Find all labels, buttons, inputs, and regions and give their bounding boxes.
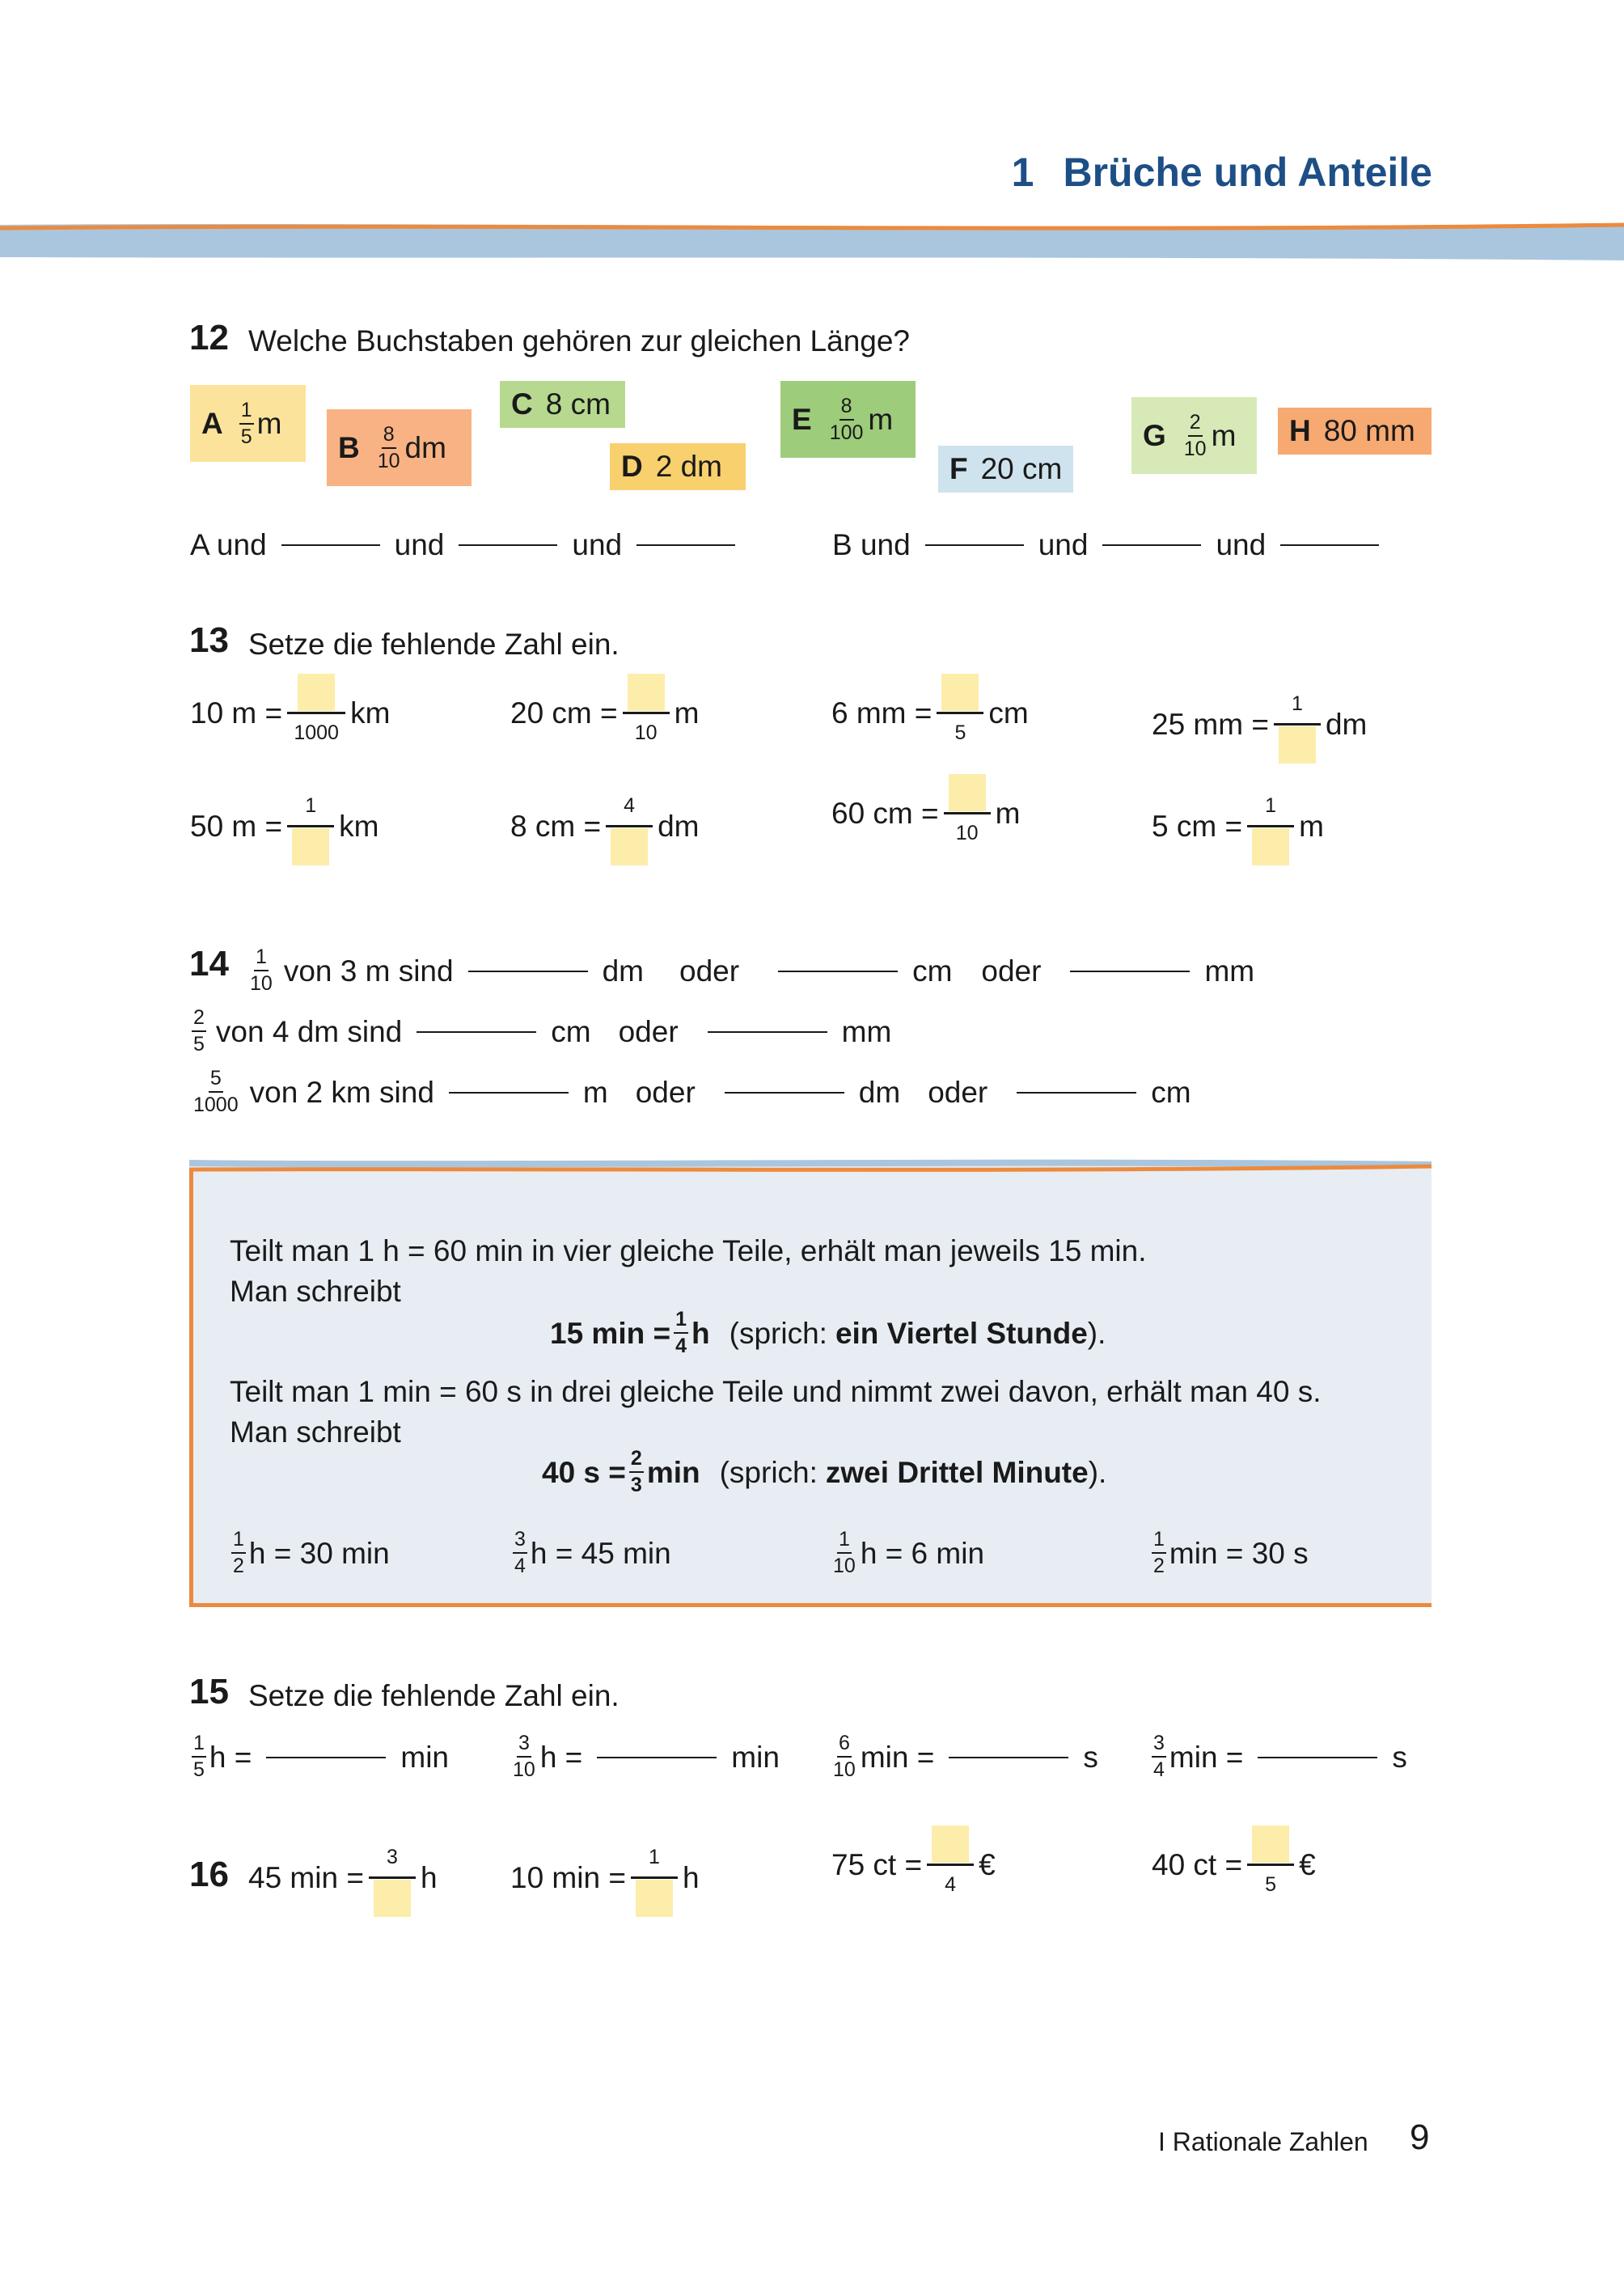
fraction-denominator: 4 xyxy=(945,1873,957,1896)
und-label: und xyxy=(572,528,623,561)
unit-label: km xyxy=(339,809,379,843)
answer-start: A und xyxy=(190,528,267,561)
fraction-denominator: 5 xyxy=(1265,1873,1277,1896)
card-value: 80 mm xyxy=(1323,414,1415,447)
exercise-12-prompt: Welche Buchstaben gehören zur gleichen Länge? xyxy=(248,324,911,357)
ex13-item xyxy=(1152,786,1324,866)
answer-box[interactable] xyxy=(628,674,665,711)
unit-label: s xyxy=(1392,1740,1407,1774)
info-box-top-border xyxy=(189,1158,1432,1178)
exercise-12-number: 12 xyxy=(189,318,229,357)
speak-suffix: ). xyxy=(1088,1455,1107,1489)
equation-left: 20 cm = xyxy=(510,696,618,730)
answer-blank[interactable] xyxy=(925,544,1024,546)
line-text: von 4 dm sind xyxy=(215,1014,403,1048)
oder-label: oder xyxy=(635,1075,696,1109)
fraction-denominator: 4 xyxy=(675,1335,687,1357)
unit-label: dm xyxy=(658,809,700,843)
card-B xyxy=(327,409,472,486)
card-letter: C xyxy=(511,387,533,421)
fraction-denominator: 5 xyxy=(193,1758,205,1781)
card-unit: dm xyxy=(404,430,446,464)
unit-label: h xyxy=(682,1860,700,1894)
card-F xyxy=(938,446,1073,493)
ex16-item xyxy=(510,1838,700,1918)
unit-label: € xyxy=(1299,1847,1316,1881)
unit-label: m xyxy=(1299,809,1324,843)
fraction-numerator: 8 xyxy=(382,425,396,449)
ex15-item xyxy=(508,1732,780,1781)
card-letter: F xyxy=(949,452,968,485)
ex13-item xyxy=(190,673,390,753)
answer-blank[interactable] xyxy=(949,1756,1068,1758)
info-paragraph-2: Teilt man 1 min = 60 s in drei gleiche Teile und nimmt zwei davon, erhält man 40 s. xyxy=(230,1375,1322,1408)
answer-blank[interactable] xyxy=(1102,544,1201,546)
answer-blank[interactable] xyxy=(636,544,735,546)
fraction-denominator: 2 xyxy=(233,1555,244,1577)
unit-label: dm xyxy=(1325,707,1368,741)
unit-label: m xyxy=(582,1075,608,1109)
info-formula-2 xyxy=(542,1448,1106,1496)
fraction-numerator: 4 xyxy=(624,793,636,817)
card-G xyxy=(1131,397,1257,474)
fraction-numerator: 2 xyxy=(192,1008,206,1032)
answer-box[interactable] xyxy=(941,674,979,711)
card-letter: D xyxy=(621,450,643,483)
fraction-denominator: 10 xyxy=(1183,437,1207,460)
card-unit: m xyxy=(1211,418,1237,452)
fraction-numerator: 1 xyxy=(649,1845,660,1868)
fraction-denominator: 2 xyxy=(1153,1555,1165,1577)
fraction-numerator: 6 xyxy=(837,1733,852,1758)
fraction-denominator: 4 xyxy=(1153,1758,1165,1781)
ex13-item xyxy=(1152,684,1367,764)
answer-blank[interactable] xyxy=(1280,544,1379,546)
card-D xyxy=(610,443,746,490)
answer-blank[interactable] xyxy=(417,1030,536,1033)
ex14-line-3 xyxy=(188,1068,1191,1116)
card-unit: m xyxy=(256,406,282,440)
unit-label: m xyxy=(674,696,700,730)
exercise-16-number: 16 xyxy=(189,1855,229,1894)
und-label: und xyxy=(1038,528,1089,561)
info-formula-1 xyxy=(550,1309,1106,1357)
card-C xyxy=(500,381,625,428)
unit-label: mm xyxy=(1204,954,1255,988)
card-value: 2 dm xyxy=(655,450,722,483)
footer-section: I Rationale Zahlen xyxy=(1158,2127,1368,2156)
fraction-numerator: 3 xyxy=(387,1845,398,1868)
fraction-numerator: 2 xyxy=(1188,412,1203,437)
unit-label: cm xyxy=(1151,1075,1191,1109)
fraction-denominator: 1000 xyxy=(294,721,339,744)
unit-label: km xyxy=(350,696,391,730)
answer-blank[interactable] xyxy=(266,1756,386,1758)
unit-label: min xyxy=(400,1740,449,1774)
fraction-numerator: 1 xyxy=(1292,692,1303,715)
answer-box[interactable] xyxy=(611,828,648,865)
equation-left: 5 cm = xyxy=(1152,809,1243,843)
card-A xyxy=(190,385,306,462)
unit-label: cm xyxy=(988,696,1029,730)
oder-label: oder xyxy=(981,954,1042,988)
unit-label: min xyxy=(731,1740,780,1774)
equation-left: 50 m = xyxy=(190,809,283,843)
equation-left: h = xyxy=(539,1740,583,1774)
answer-box[interactable] xyxy=(1279,726,1316,764)
info-paragraph-1b: Man schreibt xyxy=(230,1275,401,1308)
equation-left: 60 cm = xyxy=(831,796,939,830)
fraction-denominator: 10 xyxy=(833,1758,856,1781)
fraction-numerator: 1 xyxy=(254,947,269,971)
speak-prefix: (sprich: xyxy=(729,1316,827,1350)
info-example xyxy=(510,1529,671,1577)
unit-label: cm xyxy=(912,954,953,988)
speak-bold: ein Viertel Stunde xyxy=(835,1316,1088,1350)
ex16-item xyxy=(831,1825,996,1905)
info-paragraph-1: Teilt man 1 h = 60 min in vier gleiche Teile, erhält man jeweils 15 min. xyxy=(230,1234,1147,1267)
answer-box[interactable] xyxy=(1252,828,1289,865)
answer-blank[interactable] xyxy=(708,1030,827,1033)
formula-unit: min xyxy=(646,1455,700,1489)
unit-label: € xyxy=(979,1847,996,1881)
unit-label: m xyxy=(995,796,1021,830)
info-example xyxy=(1148,1529,1309,1577)
answer-blank[interactable] xyxy=(449,1091,569,1094)
answer-blank[interactable] xyxy=(1258,1756,1377,1758)
ex14-line-1 xyxy=(245,946,1254,995)
header-band xyxy=(0,218,1624,260)
answer-blank[interactable] xyxy=(1070,970,1190,972)
answer-box[interactable] xyxy=(949,774,986,811)
ex13-item xyxy=(831,673,1029,753)
card-letter: G xyxy=(1143,418,1166,452)
answer-blank[interactable] xyxy=(468,970,588,972)
fraction-numerator: 8 xyxy=(839,396,854,421)
und-label: und xyxy=(394,528,445,561)
answer-box[interactable] xyxy=(298,674,335,711)
page-number: 9 xyxy=(1410,2117,1430,2157)
speak-suffix: ). xyxy=(1087,1316,1106,1350)
card-letter: B xyxy=(338,430,360,464)
ex13-item xyxy=(510,786,699,866)
unit-label: cm xyxy=(551,1014,591,1048)
equation-left: 75 ct = xyxy=(831,1847,923,1881)
ex13-item xyxy=(190,786,379,866)
fraction-denominator: 10 xyxy=(634,721,658,744)
fraction-numerator: 1 xyxy=(1152,1529,1166,1554)
unit-label: mm xyxy=(841,1014,892,1048)
equation-left: 6 mm = xyxy=(831,696,933,730)
answer-blank[interactable] xyxy=(778,970,898,972)
fraction-denominator: 4 xyxy=(514,1555,526,1577)
equation-left: 10 m = xyxy=(190,696,283,730)
oder-label: oder xyxy=(928,1075,988,1109)
unit-label: dm xyxy=(602,954,644,988)
fraction-numerator: 2 xyxy=(629,1449,644,1473)
equation-left: 10 min = xyxy=(510,1860,626,1894)
fraction-denominator: 1000 xyxy=(193,1094,239,1116)
equation-left: 40 ct = xyxy=(1152,1847,1243,1881)
und-label: und xyxy=(1216,528,1267,561)
equation-left: 8 cm = xyxy=(510,809,602,843)
ex15-item xyxy=(188,1732,449,1781)
answer-box[interactable] xyxy=(292,828,329,865)
fraction-denominator: 10 xyxy=(377,449,400,472)
unit-label: s xyxy=(1083,1740,1098,1774)
info-example xyxy=(228,1529,390,1577)
speak-bold: zwei Drittel Minute xyxy=(825,1455,1089,1489)
example-text: h = 30 min xyxy=(248,1536,390,1570)
answer-blank[interactable] xyxy=(459,544,557,546)
info-box-bottom-border xyxy=(189,1603,1432,1607)
card-letter: A xyxy=(201,406,223,440)
answer-box[interactable] xyxy=(636,1880,673,1917)
info-example xyxy=(828,1529,984,1577)
equation-left: min = xyxy=(860,1740,935,1774)
fraction-denominator: 3 xyxy=(630,1474,642,1496)
answer-box[interactable] xyxy=(932,1826,969,1863)
fraction-numerator: 1 xyxy=(1265,793,1277,817)
card-value: 8 cm xyxy=(545,387,611,421)
oder-label: oder xyxy=(679,954,740,988)
exercise-15-prompt: Setze die fehlende Zahl ein. xyxy=(248,1679,620,1712)
equation-left: 45 min = xyxy=(248,1860,364,1894)
fraction-numerator: 3 xyxy=(517,1733,531,1758)
formula-left: 15 min = xyxy=(550,1316,671,1350)
equation-left: 25 mm = xyxy=(1152,707,1269,741)
ex15-item xyxy=(1148,1732,1407,1781)
answer-blank[interactable] xyxy=(597,1756,717,1758)
fraction-numerator: 5 xyxy=(209,1068,223,1093)
answer-blank[interactable] xyxy=(1017,1091,1136,1094)
fraction-denominator: 5 xyxy=(193,1033,205,1056)
fraction-numerator: 1 xyxy=(239,400,254,425)
chapter-title-text: Brüche und Anteile xyxy=(1063,150,1432,195)
fraction-numerator: 1 xyxy=(674,1309,688,1334)
unit-label: h xyxy=(420,1860,438,1894)
fraction-denominator: 100 xyxy=(829,421,864,444)
fraction-denominator: 10 xyxy=(833,1555,856,1577)
equation-left: min = xyxy=(1169,1740,1244,1774)
exercise-15-number: 15 xyxy=(189,1672,229,1711)
chapter-title xyxy=(1012,149,1432,196)
ex16-item xyxy=(248,1838,438,1918)
equation-left: h = xyxy=(209,1740,252,1774)
formula-unit: h xyxy=(691,1316,710,1350)
fraction-denominator: 10 xyxy=(250,972,273,995)
answer-box[interactable] xyxy=(374,1880,411,1917)
answer-start: B und xyxy=(832,528,911,561)
ex13-item xyxy=(831,773,1020,853)
ex13-item xyxy=(510,673,699,753)
speak-prefix: (sprich: xyxy=(719,1455,818,1489)
fraction-denominator: 5 xyxy=(954,721,966,744)
fraction-denominator: 5 xyxy=(240,425,252,448)
info-box-left-border xyxy=(189,1170,193,1607)
example-text: h = 6 min xyxy=(860,1536,985,1570)
card-letter: E xyxy=(792,402,812,436)
exercise-13-number: 13 xyxy=(189,620,229,660)
answer-blank[interactable] xyxy=(281,544,380,546)
answer-line-right xyxy=(832,530,1394,560)
card-value: 20 cm xyxy=(980,452,1063,485)
info-paragraph-2b: Man schreibt xyxy=(230,1415,401,1449)
fraction-numerator: 1 xyxy=(837,1529,852,1554)
fraction-numerator: 3 xyxy=(513,1529,527,1554)
card-H xyxy=(1278,408,1432,455)
card-letter: H xyxy=(1289,414,1311,447)
exercise-13-prompt: Setze die fehlende Zahl ein. xyxy=(248,628,620,661)
fraction-numerator: 1 xyxy=(231,1529,246,1554)
fraction-numerator: 1 xyxy=(192,1733,206,1758)
ex16-item xyxy=(1152,1825,1316,1905)
fraction-denominator: 10 xyxy=(513,1758,535,1781)
line-text: von 3 m sind xyxy=(283,954,454,988)
answer-blank[interactable] xyxy=(725,1091,844,1094)
card-E xyxy=(780,381,916,458)
formula-left: 40 s = xyxy=(542,1455,626,1489)
fraction-denominator: 10 xyxy=(955,822,979,844)
oder-label: oder xyxy=(618,1014,679,1048)
line-text: von 2 km sind xyxy=(249,1075,434,1109)
ex15-item xyxy=(828,1732,1098,1781)
chapter-number: 1 xyxy=(1011,150,1034,195)
ex14-line-2 xyxy=(188,1007,891,1056)
fraction-numerator: 3 xyxy=(1152,1733,1166,1758)
card-unit: m xyxy=(868,402,894,436)
unit-label: dm xyxy=(858,1075,901,1109)
example-text: h = 45 min xyxy=(530,1536,671,1570)
example-text: min = 30 s xyxy=(1169,1536,1309,1570)
fraction-numerator: 1 xyxy=(305,793,317,817)
answer-line-left xyxy=(190,530,750,560)
exercise-14-number: 14 xyxy=(189,944,229,984)
answer-box[interactable] xyxy=(1252,1826,1289,1863)
